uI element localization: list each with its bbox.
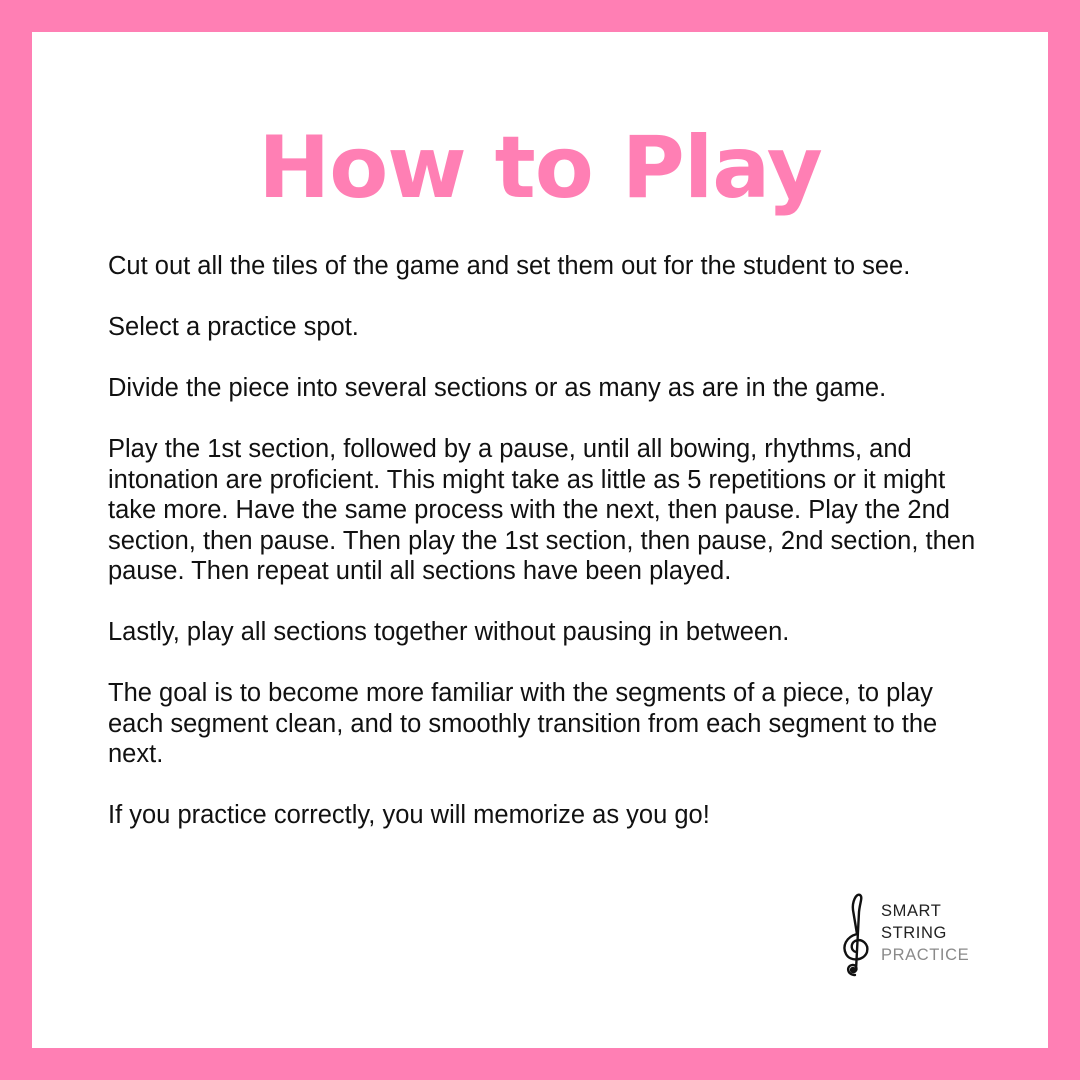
treble-clef-icon [838, 892, 872, 978]
logo-line-practice: PRACTICE [881, 946, 970, 964]
logo-line-smart: SMART [881, 902, 942, 920]
content-card [32, 32, 1048, 1048]
brand-logo [838, 892, 988, 978]
logo-wordmark [881, 900, 969, 966]
instructions [108, 251, 988, 861]
instruction-paragraph: Lastly, play all sections together without pausing in between. [108, 618, 790, 646]
instruction-paragraph: Cut out all the tiles of the game and set them out for the student to see. [108, 252, 911, 280]
instruction-paragraph: Divide the piece into several sections or as many as are in the game. [108, 374, 887, 402]
instruction-paragraph: If you practice correctly, you will memorize as you go! [108, 801, 710, 829]
logo-line-string: STRING [881, 924, 947, 942]
instruction-paragraph: Select a practice spot. [108, 313, 359, 341]
instruction-paragraph: The goal is to become more familiar with the segments of a piece, to play each segment clean, and to smoothly transition from each segment to the next. [108, 679, 938, 768]
instruction-paragraph: Play the 1st section, followed by a pause, until all bowing, rhythms, and intonation are proficient. This might take as little as 5 repetitions or it might take more. Have the same process with the next, then pause. Play the 2nd section, then pause. Then play the 1st section, then pause, 2nd section, then pause. Then repeat until all sections have been played. [108, 435, 976, 585]
page-title: How to Play [258, 118, 822, 218]
